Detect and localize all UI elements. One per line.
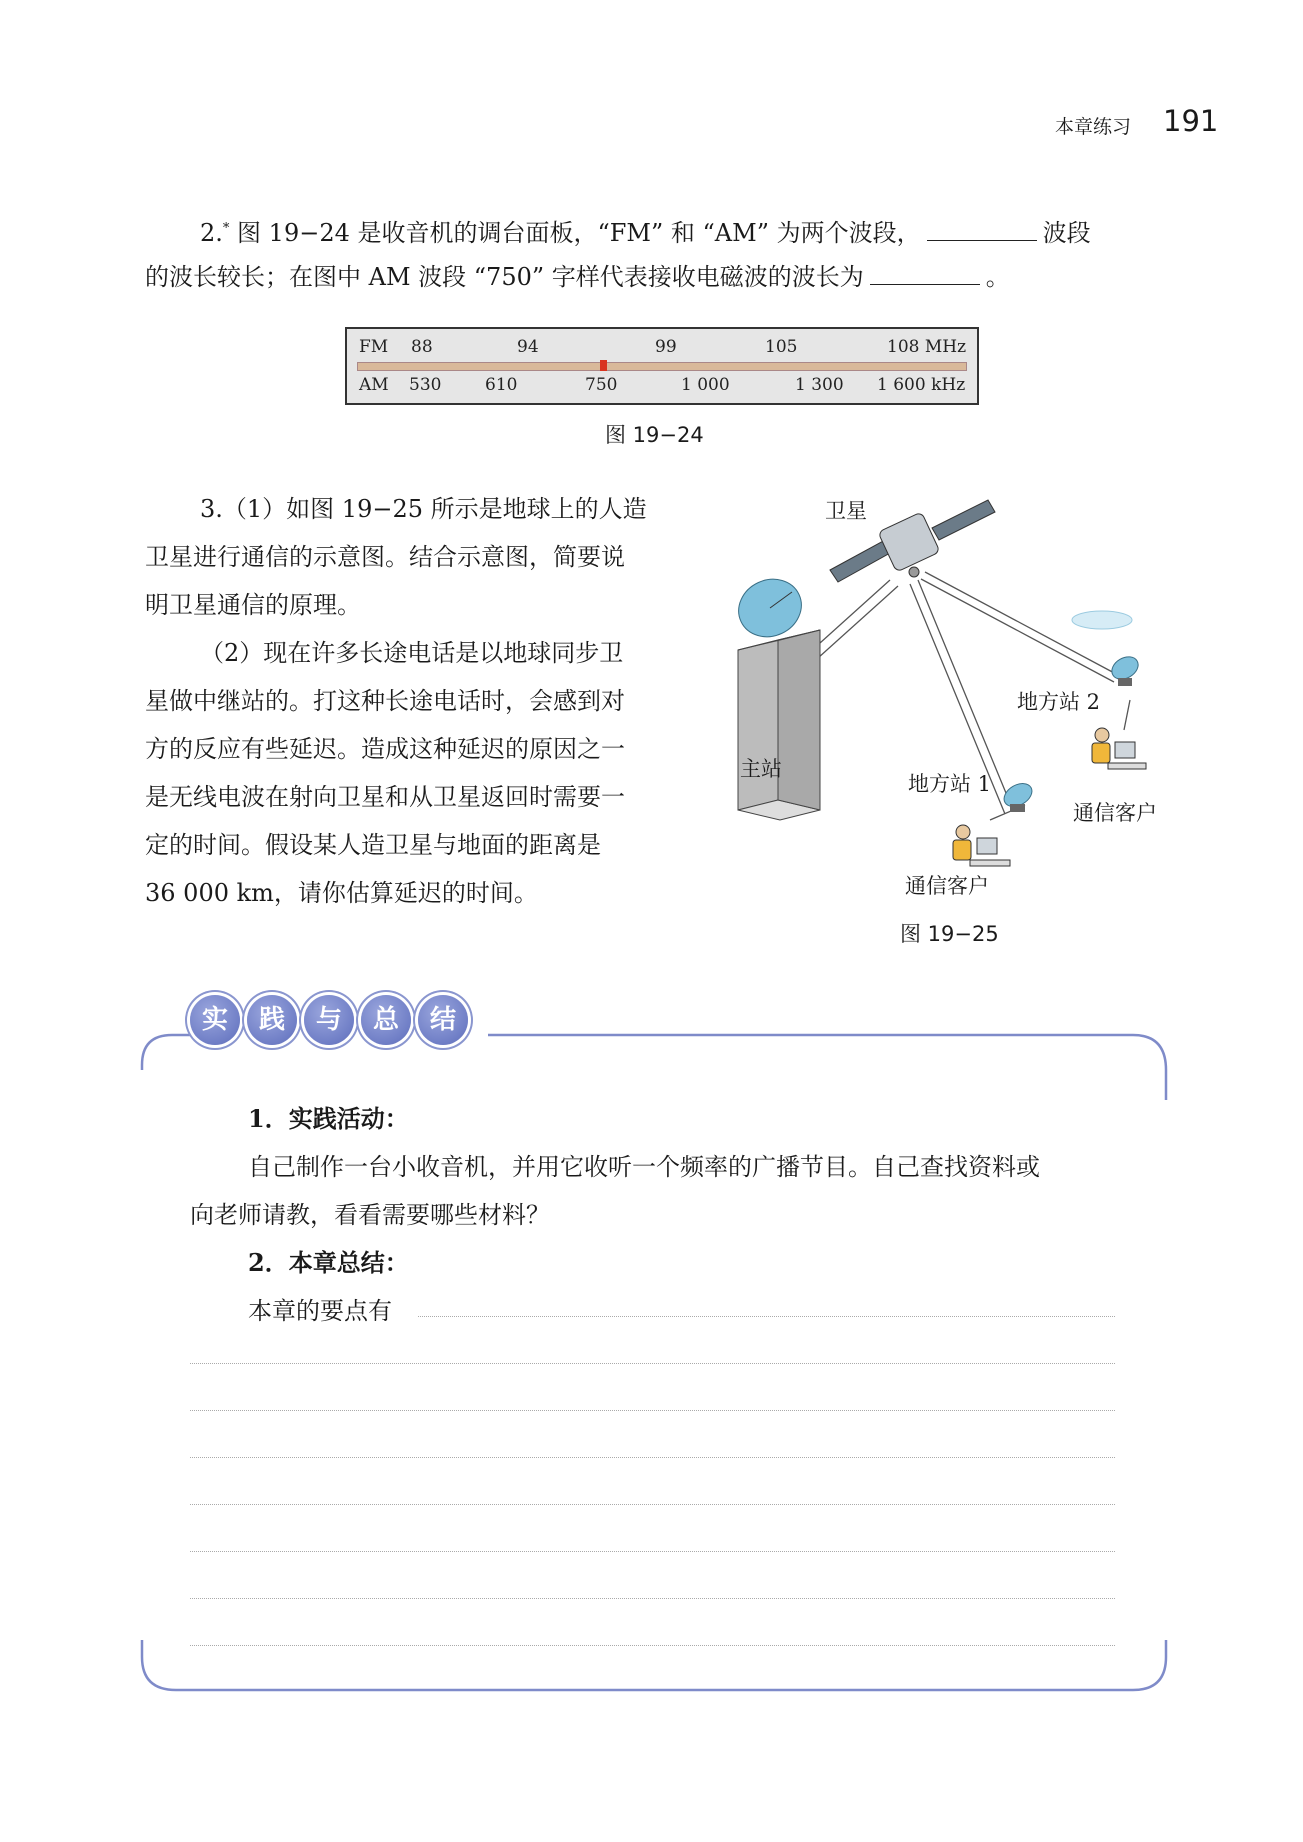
am-tick: 1 600 kHz <box>877 375 966 395</box>
answer-blank-2[interactable] <box>870 258 980 285</box>
q3-line: 3.（1）如图 19−25 所示是地球上的人造 <box>200 495 647 523</box>
writing-line[interactable] <box>190 1551 1115 1552</box>
am-tick: 530 <box>409 375 442 395</box>
local-dish-1-icon <box>1000 779 1036 812</box>
writing-line[interactable] <box>190 1598 1115 1599</box>
question-text: 的波长较长；在图中 AM 波段 “750” 字样代表接收电磁波的波长为 <box>145 263 864 291</box>
client-1-icon <box>953 825 1010 866</box>
am-tick: 1 300 <box>795 375 844 395</box>
fm-tick: 99 <box>655 337 677 357</box>
writing-line[interactable] <box>190 1645 1115 1646</box>
title-char-1: 实 <box>190 995 240 1045</box>
practice-item-1-text-2: 向老师请教，看看需要哪些材料？ <box>190 1201 550 1229</box>
writing-line[interactable] <box>418 1316 1115 1317</box>
writing-line[interactable] <box>190 1457 1115 1458</box>
tuning-scale-bar <box>357 362 967 371</box>
title-char-4: 总 <box>361 995 411 1045</box>
tuning-marker[interactable] <box>600 360 607 371</box>
fm-tick: 105 <box>765 337 798 357</box>
satellite-communication-diagram <box>720 480 1200 920</box>
page-number: 191 <box>1163 104 1219 138</box>
fm-tick: 88 <box>411 337 433 357</box>
fm-band-label: FM <box>359 337 389 357</box>
question-text-end: 。 <box>985 263 1010 291</box>
title-char-3: 与 <box>304 995 354 1045</box>
practice-item-1-title: 1．实践活动： <box>248 1104 409 1133</box>
cloud-icon <box>1072 611 1132 629</box>
question-2-line-1 <box>200 205 1091 257</box>
star-mark: * <box>222 221 230 236</box>
q3-line: 明卫星通信的原理。 <box>145 591 361 619</box>
question-3 <box>145 485 705 917</box>
client-2-icon <box>1092 728 1146 769</box>
practice-item-2-prompt: 本章的要点有 <box>248 1297 392 1325</box>
practice-item-1-text-1: 自己制作一台小收音机，并用它收听一个频率的广播节目。自己查找资料或 <box>248 1153 1040 1181</box>
q3-line: 是无线电波在射向卫星和从卫星返回时需要一 <box>145 783 625 811</box>
fm-tick: 108 MHz <box>887 337 967 357</box>
figure-caption-19-24: 图 19−24 <box>605 423 704 447</box>
question-text: 图 19−24 是收音机的调台面板，“FM” 和 “AM” 为两个波段， <box>237 219 921 247</box>
radio-dial-panel <box>345 327 979 405</box>
title-char-2: 践 <box>247 995 297 1045</box>
am-tick: 1 000 <box>681 375 730 395</box>
writing-line[interactable] <box>190 1410 1115 1411</box>
q3-line: 星做中继站的。打这种长途电话时，会感到对 <box>145 687 625 715</box>
writing-line[interactable] <box>190 1363 1115 1364</box>
figure-caption-19-25: 图 19−25 <box>900 922 999 946</box>
question-number: 2. <box>200 219 223 247</box>
fm-tick: 94 <box>517 337 539 357</box>
label-client-a: 通信客户 <box>1073 801 1157 825</box>
label-local-station-1: 地方站 1 <box>908 772 992 796</box>
am-band-label: AM <box>359 375 389 395</box>
question-text-end: 波段 <box>1042 219 1091 247</box>
q3-line: （2）现在许多长途电话是以地球同步卫 <box>200 639 624 667</box>
label-main-station: 主站 <box>740 757 782 781</box>
label-client-b: 通信客户 <box>905 874 989 898</box>
practice-item-2-title: 2．本章总结： <box>248 1248 409 1277</box>
question-2-line-2 <box>145 253 1010 301</box>
label-local-station-2: 地方站 2 <box>1017 690 1101 714</box>
q3-line: 卫星进行通信的示意图。结合示意图，简要说 <box>145 543 625 571</box>
main-station-building <box>738 630 820 820</box>
am-tick: 610 <box>485 375 518 395</box>
label-satellite: 卫星 <box>825 499 867 523</box>
running-header: 本章练习 <box>1055 116 1132 138</box>
am-tick: 750 <box>585 375 618 395</box>
q3-line: 定的时间。假设某人造卫星与地面的距离是 <box>145 831 601 859</box>
q3-line: 方的反应有些延迟。造成这种延迟的原因之一 <box>145 735 625 763</box>
title-char-5: 结 <box>418 995 468 1045</box>
writing-line[interactable] <box>190 1504 1115 1505</box>
q3-line: 36 000 km，请你估算延迟的时间。 <box>145 879 538 907</box>
answer-blank-1[interactable] <box>927 214 1037 241</box>
